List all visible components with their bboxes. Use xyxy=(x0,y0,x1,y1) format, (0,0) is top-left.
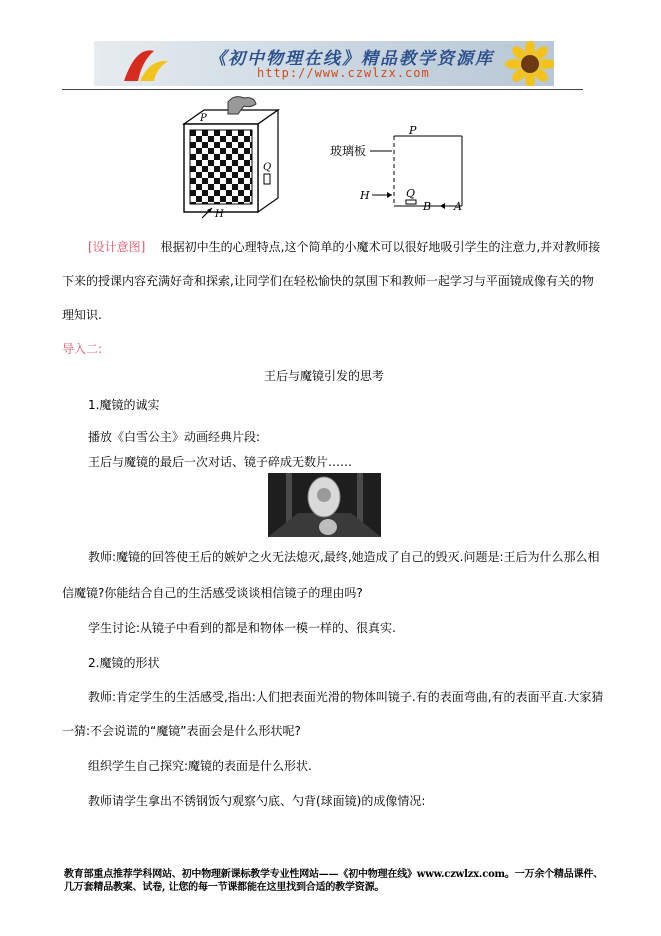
section-title: 王后与魔镜引发的思考 xyxy=(264,369,385,383)
label-Q-left: Q xyxy=(263,162,272,173)
glass-label: 玻璃板 xyxy=(330,144,367,158)
dialog-line: 王后与魔镜的最后一次对话、镜子碎成无数片…… xyxy=(88,455,353,469)
label-Q-right: Q xyxy=(406,187,416,200)
site-logo-icon xyxy=(116,41,176,86)
header-banner xyxy=(94,41,554,86)
footer-line-2: 几万套精品教案、试卷, 让您的每一节课都能在这里找到合适的教学资源。 xyxy=(64,882,385,893)
label-H-right: H xyxy=(360,189,370,202)
label-P-left: P xyxy=(200,113,207,124)
label-B-right: B xyxy=(423,200,432,213)
banner-title: 《初中物理在线》精品教学资源库 xyxy=(209,49,494,69)
item-2-heading: 2.魔镜的形状 xyxy=(88,656,160,670)
header-divider xyxy=(62,89,583,90)
teacher-2-line-2: 一猜:不会说谎的“魔镜”表面会是什么形状呢? xyxy=(62,724,301,738)
label-A-right: A xyxy=(454,200,462,213)
label-H-left: H xyxy=(215,209,224,219)
design-line-3: 理知识. xyxy=(62,308,102,322)
teacher-3-line: 教师请学生拿出不锈钢饭勺观察勺底、勺背(球面镜)的成像情况: xyxy=(88,794,426,808)
snow-white-still-image xyxy=(268,473,381,537)
teacher-1-line-2: 信魔镜?你能结合自己的生活感受谈谈相信镜子的理由吗? xyxy=(62,586,363,600)
sunflower-icon xyxy=(496,41,554,86)
teacher-2-line-1: 教师:肯定学生的生活感受,指出:人们把表面光滑的物体叫镜子.有的表面弯曲,有的表面平直.大家猜 xyxy=(88,690,604,704)
teacher-1-line-1: 教师:魔镜的回答使王后的嫉妒之火无法熄灭,最终,她造成了自己的毁灭.问题是:王后为什么那么相 xyxy=(88,550,600,564)
banner-url[interactable]: http://www.czwlzx.com xyxy=(257,66,430,80)
magic-box-figure xyxy=(178,94,288,219)
play-line: 播放《白雪公主》动画经典片段: xyxy=(88,430,261,444)
intro-two-heading: 导入二: xyxy=(62,342,103,356)
organize-line: 组织学生自己探究:魔镜的表面是什么形状. xyxy=(88,759,312,773)
footer-line-1: 教育部重点推荐学科网站、初中物理新课标教学专业性网站——《初中物理在线》www.czwlzx.com。一万余个精品课件、 xyxy=(64,869,603,880)
design-intent-paragraph xyxy=(88,240,600,254)
item-1-heading: 1.魔镜的诚实 xyxy=(88,398,160,412)
student-discussion: 学生讨论:从镜子中看到的都是和物体一模一样的、很真实. xyxy=(88,621,396,635)
schematic-figure xyxy=(330,122,480,217)
design-intent-tag: [设计意图] xyxy=(88,240,146,254)
design-line-1: 根据初中生的心理特点,这个简单的小魔术可以很好地吸引学生的注意力,并对教师接 xyxy=(160,240,601,254)
design-line-2: 下来的授课内容充满好奇和探索,让同学们在轻松愉快的氛围下和教师一起学习与平面镜成像有关的物 xyxy=(62,274,594,288)
label-P-right: P xyxy=(409,124,417,137)
